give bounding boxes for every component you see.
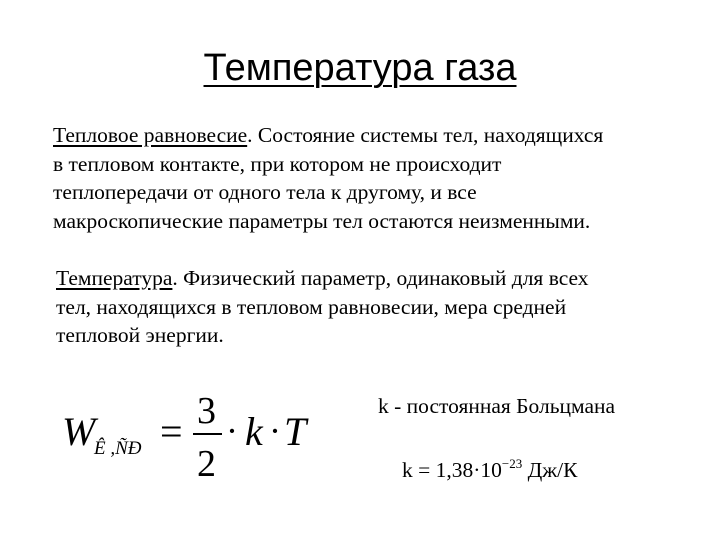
paragraph-line: в тепловом контакте, при котором не происходит <box>53 151 502 176</box>
formula-denominator: 2 <box>197 443 216 485</box>
constant-exponent: −23 <box>501 456 523 471</box>
paragraph-line: тепловой энергии. <box>56 323 224 347</box>
boltzmann-constant-label: k - постоянная Больцмана <box>378 394 616 418</box>
formula-dot-2: · <box>269 411 281 451</box>
constant-unit: Дж/К <box>522 458 578 482</box>
formula-k: k <box>245 409 263 454</box>
formula-equals: = <box>160 409 183 454</box>
thermal-equilibrium-definition <box>53 121 603 235</box>
paragraph-line <box>56 264 589 293</box>
slide-title-text: Температура газа <box>203 47 517 89</box>
paragraph-line: макроскопические параметры тел остаются неизменными. <box>53 208 591 233</box>
term-thermal-equilibrium: Тепловое равновесие <box>53 123 248 147</box>
paragraph-line <box>53 121 603 150</box>
constant-value-text: k = 1,38·10 <box>402 458 502 482</box>
slide-title <box>0 44 720 92</box>
paragraph-line: теплопередачи от одного тела к другому, и все <box>53 180 477 204</box>
formula-subscript: Ê ,ÑÐ <box>94 438 142 459</box>
definition-text: . Физический параметр, одинаковый для всех <box>172 266 589 290</box>
kinetic-energy-formula <box>62 388 332 488</box>
formula-numerator: 3 <box>197 390 216 432</box>
formula-variable-w: W <box>62 409 96 454</box>
temperature-definition <box>56 264 589 350</box>
paragraph-line: тел, находящихся в тепловом равновесии, мера средней <box>56 294 567 319</box>
definition-text: . Состояние системы тел, находящихся <box>247 123 604 147</box>
formula-t: T <box>284 409 307 454</box>
boltzmann-constant-value <box>402 456 577 483</box>
formula-dot-1: · <box>226 411 238 451</box>
term-temperature: Температура <box>56 266 173 290</box>
